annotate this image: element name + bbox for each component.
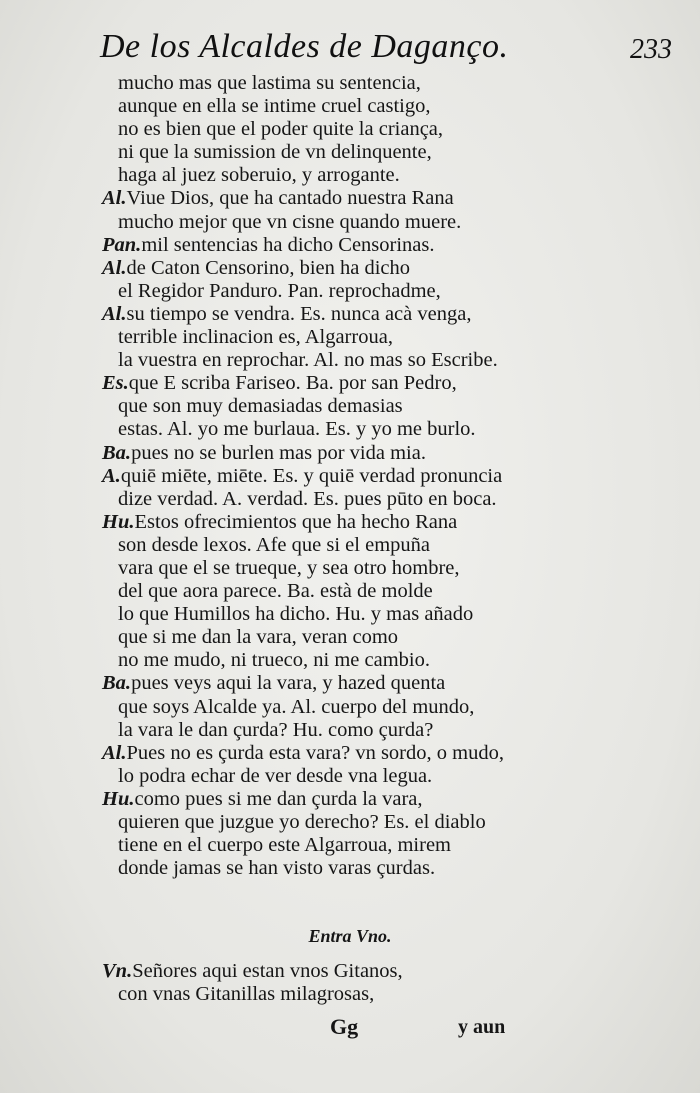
line-text: quieren que juzgue yo derecho? Es. el diablo	[118, 811, 486, 833]
verse-line	[0, 719, 700, 742]
speaker-abbrev: Al.	[102, 256, 127, 279]
verse-line	[0, 742, 700, 765]
verse-block	[0, 72, 700, 880]
line-text: Estos ofrecimientos que ha hecho Rana	[134, 510, 458, 533]
verse-line	[0, 257, 700, 280]
line-text: del que aora parece. Ba. està de molde	[118, 580, 433, 603]
verse-line	[0, 418, 700, 441]
verse-line	[0, 303, 700, 326]
line-text: la vuestra en reprochar. Al. no mas so Escribe.	[118, 349, 498, 372]
verse-line	[0, 857, 700, 880]
line-text: como pues si me dan çurda la vara,	[134, 787, 423, 810]
line-text: quiē miēte, miēte. Es. y quiē verdad pronuncia	[120, 464, 503, 487]
speaker-abbrev: Hu.	[102, 510, 135, 533]
line-text: Pues no es çurda esta vara? vn sordo, o mudo,	[126, 741, 504, 764]
verse-line	[0, 557, 700, 580]
line-text: lo que Humillos ha dicho. Hu. y mas añado	[118, 603, 474, 626]
verse-line	[0, 211, 700, 234]
verse-line	[0, 234, 700, 257]
verse-line	[0, 442, 700, 465]
line-text: pues veys aqui la vara, y hazed quenta	[131, 672, 446, 695]
line-text: haga al juez soberuio, y arrogante.	[118, 164, 400, 187]
running-title: De los Alcaldes de Daganço.	[100, 28, 509, 65]
verse-line	[0, 395, 700, 418]
line-text: su tiempo se vendra. Es. nunca acà venga,	[126, 302, 472, 325]
line-text: mil sentencias ha dicho Censorinas.	[141, 233, 435, 256]
line-text: la vara le dan çurda? Hu. como çurda?	[118, 718, 434, 741]
page-footer	[0, 1014, 700, 1044]
verse-line	[0, 141, 700, 164]
verse-line	[0, 603, 700, 626]
verse-line	[0, 765, 700, 788]
line-text: que son muy demasiadas demasias	[118, 395, 403, 418]
verse-line	[0, 960, 700, 983]
verse-line	[0, 649, 700, 672]
line-text: no es bien que el poder quite la criança,	[118, 118, 444, 141]
verse-line	[0, 580, 700, 603]
line-text: de Caton Censorino, bien ha dicho	[126, 256, 411, 279]
line-text: que E scriba Fariseo. Ba. por san Pedro,	[128, 372, 457, 395]
verse-line	[0, 834, 700, 857]
verse-block-continued	[0, 960, 700, 1006]
verse-line	[0, 187, 700, 210]
speaker-abbrev: A.	[102, 464, 121, 487]
speaker-abbrev: Vn.	[102, 960, 133, 982]
line-text: el Regidor Panduro. Pan. reprochadme,	[118, 279, 441, 302]
verse-line	[0, 696, 700, 719]
signature-mark: Gg	[330, 1014, 359, 1039]
verse-line	[0, 280, 700, 303]
speaker-abbrev: Ba.	[102, 441, 132, 464]
page-number: 233	[630, 34, 672, 65]
line-text: pues no se burlen mas por vida mia.	[131, 441, 426, 464]
verse-line	[0, 72, 700, 95]
verse-line	[0, 788, 700, 811]
line-text: mucho mejor que vn cisne quando muere.	[118, 210, 462, 233]
speaker-abbrev: Es.	[102, 372, 129, 395]
line-text: terrible inclinacion es, Algarroua,	[118, 326, 393, 349]
verse-line	[0, 326, 700, 349]
speaker-abbrev: Al.	[102, 187, 127, 210]
page-header	[100, 28, 680, 72]
verse-line	[0, 511, 700, 534]
speaker-abbrev: Hu.	[102, 787, 135, 810]
speaker-abbrev: Ba.	[102, 672, 132, 695]
verse-line	[0, 349, 700, 372]
verse-line	[0, 118, 700, 141]
speaker-abbrev: Al.	[102, 302, 127, 325]
verse-line	[0, 626, 700, 649]
verse-line	[0, 488, 700, 511]
line-text: Señores aqui estan vnos Gitanos,	[132, 960, 403, 982]
verse-line	[0, 672, 700, 695]
verse-line	[0, 164, 700, 187]
line-text: no me mudo, ni trueco, ni me cambio.	[118, 649, 430, 672]
verse-line	[0, 534, 700, 557]
line-text: lo podra echar de ver desde vna legua.	[118, 764, 433, 787]
line-text: tiene en el cuerpo este Algarroua, mirem	[118, 834, 451, 857]
line-text: Viue Dios, que ha cantado nuestra Rana	[126, 187, 454, 210]
line-text: dize verdad. A. verdad. Es. pues pūto en boca.	[118, 487, 497, 510]
verse-line	[0, 372, 700, 395]
verse-line	[0, 95, 700, 118]
line-text: ni que la sumission de vn delinquente,	[118, 141, 432, 164]
line-text: mucho mas que lastima su sentencia,	[118, 72, 421, 94]
catchword: y aun	[458, 1016, 506, 1038]
line-text: son desde lexos. Afe que si el empuña	[118, 533, 430, 556]
verse-line	[0, 983, 700, 1006]
line-text: con vnas Gitanillas milagrosas,	[118, 983, 375, 1006]
line-text: estas. Al. yo me burlaua. Es. y yo me burlo.	[118, 418, 476, 441]
verse-line	[0, 811, 700, 834]
speaker-abbrev: Pan.	[102, 233, 142, 256]
stage-direction: Entra Vno.	[308, 926, 392, 946]
line-text: que soys Alcalde ya. Al. cuerpo del mundo,	[118, 695, 475, 718]
line-text: donde jamas se han visto varas çurdas.	[118, 857, 436, 880]
verse-line	[0, 465, 700, 488]
speaker-abbrev: Al.	[102, 741, 127, 764]
line-text: aunque en ella se intime cruel castigo,	[118, 95, 431, 118]
line-text: que si me dan la vara, veran como	[118, 626, 399, 649]
line-text: vara que el se trueque, y sea otro hombre,	[118, 556, 460, 579]
